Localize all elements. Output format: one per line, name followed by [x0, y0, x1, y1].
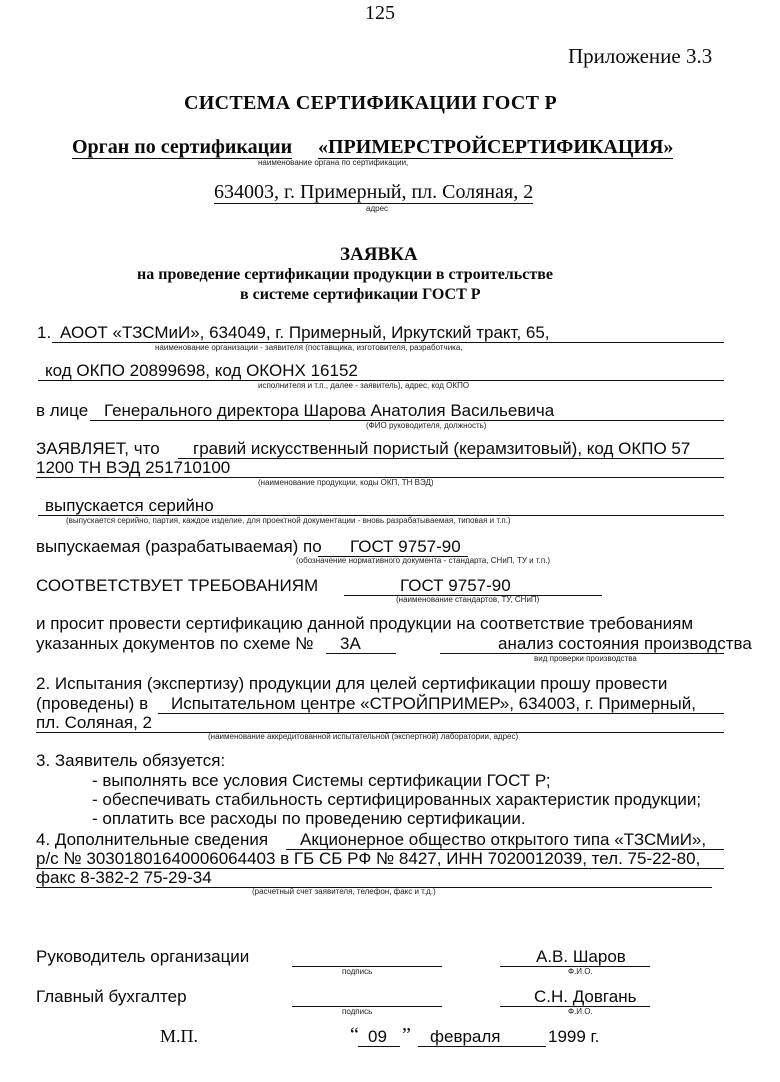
produced-label: выпускаемая (разрабатываемая) по	[36, 537, 322, 556]
testing-center-address: пл. Соляная, 2	[36, 713, 153, 732]
quote-open: “	[350, 1024, 359, 1046]
director-name: А.В. Шаров	[536, 947, 626, 966]
application-subtitle-1: на проведение сертификации продукции в строительстве	[137, 266, 553, 283]
product-description-2: 1200 ТН ВЭД 251710100	[36, 458, 231, 477]
scheme-number: 3А	[340, 634, 361, 653]
additional-info-label: 4. Дополнительные сведения	[36, 830, 269, 849]
conforms-label: СООТВЕТСТВУЕТ ТРЕБОВАНИЯМ	[36, 576, 319, 595]
testing-caption: (наименование аккредитованной испытательной (экспертной) лаборатории, адрес)	[208, 732, 519, 741]
serial-production: выпускается серийно	[45, 496, 214, 515]
product-caption: (наименование продукции, коды ОКП, ТН ВЭД)	[258, 478, 434, 487]
director-fio-caption: Ф.И.О.	[568, 967, 593, 976]
scheme-underline	[326, 653, 396, 654]
declares-label: ЗАЯВЛЯЕТ, что	[36, 439, 160, 458]
applicant-caption-1: наименование организации - заявителя (поставщика, изготовителя, разработчика,	[155, 343, 463, 352]
obligations-title: 3. Заявитель обязуется:	[36, 751, 226, 770]
request-line-2-label: указанных документов по схеме №	[36, 634, 314, 653]
day-underline	[358, 1046, 400, 1047]
stamp-place: М.П.	[160, 1026, 199, 1046]
testing-center: Испытательном центре «СТРОЙПРИМЕР», 634003, г. Примерный,	[171, 694, 696, 713]
date-day: 09	[368, 1027, 387, 1046]
obligation-item-3: - оплатить все расходы по проведению сертификации.	[92, 809, 526, 828]
face-label: в лице	[36, 401, 89, 420]
obligation-item-2: - обеспечивать стабильность сертифицированных характеристик продукции;	[92, 790, 702, 809]
system-title: СИСТЕМА СЕРТИФИКАЦИИ ГОСТ Р	[184, 92, 558, 114]
application-subtitle-2: в системе сертификации ГОСТ Р	[240, 286, 481, 303]
organ-label: Орган по сертификации	[72, 136, 293, 158]
item1-number: 1.	[37, 323, 52, 342]
applicant-name-address: АООТ «ТЗСМиИ», 634049, г. Примерный, Иркутский тракт, 65,	[60, 323, 550, 342]
testing-line-2-label: (проведены) в	[36, 694, 149, 713]
date-year: 1999 г.	[548, 1027, 600, 1046]
application-title: ЗАЯВКА	[340, 244, 418, 265]
address-caption: адрес	[366, 204, 389, 213]
obligation-item-1: - выполнять все условия Системы сертификации ГОСТ Р;	[92, 771, 551, 790]
date-month: февраля	[430, 1027, 501, 1046]
product-underline-1	[178, 458, 724, 459]
accountant-fio-caption: Ф.И.О.	[568, 1007, 593, 1016]
quote-close: ”	[402, 1024, 411, 1046]
produced-standard: ГОСТ 9757-90	[350, 537, 461, 556]
accountant-label: Главный бухгалтер	[36, 987, 187, 1006]
request-line-1: и просит провести сертификацию данной продукции на соответствие требованиям	[36, 614, 694, 633]
fax-number: факс 8-382-2 75-29-34	[36, 868, 212, 887]
conforms-caption: (наименование стандартов, ТУ, СНиП)	[396, 595, 540, 604]
organ-name: «ПРИМЕРСТРОЙСЕРТИФИКАЦИЯ»	[318, 136, 674, 158]
director-position-name: Генерального директора Шарова Анатолия Васильевича	[104, 401, 555, 420]
director-sign-caption: подпись	[342, 967, 373, 976]
production-analysis: анализ состояния производства	[498, 634, 752, 653]
appendix-label: Приложение 3.3	[568, 44, 713, 68]
accountant-sign-caption: подпись	[342, 1007, 373, 1016]
applicant-codes: код ОКПО 20899698, код ОКОНХ 16152	[45, 361, 358, 380]
additional-caption: (расчетный счет заявителя, телефон, факс и т.д.)	[252, 887, 436, 896]
additional-info-line-1: Акционерное общество открытого типа «ТЗСМиИ»,	[300, 830, 707, 849]
testing-line-1: 2. Испытания (экспертизу) продукции для целей сертификации прошу провести	[36, 674, 668, 693]
applicant-caption-2: исполнителя и т.п., далее - заявитель), адрес, код ОКПО	[258, 381, 470, 390]
product-description-1: гравий искусственный пористый (керамзитовый), код ОКПО 57	[193, 439, 691, 458]
director-label: Руководитель организации	[36, 947, 250, 966]
page-number: 125	[365, 2, 395, 24]
testing-underline-1	[158, 713, 724, 714]
month-underline	[418, 1046, 546, 1047]
accountant-name: С.Н. Довгань	[534, 987, 637, 1006]
conforms-standard: ГОСТ 9757-90	[400, 576, 511, 595]
produced-caption: (обозначение нормативного документа - стандарта, СНиП, ТУ и т.п.)	[296, 556, 551, 565]
serial-caption: (выпускается серийно, партия, каждое изделие, для проектной документации - вновь разрабатываемая, типовая и т.п.)	[66, 516, 511, 525]
organ-address: 634003, г. Примерный, пл. Соляная, 2	[214, 181, 534, 203]
face-caption: (ФИО руководителя, должность)	[366, 421, 487, 430]
analysis-caption: вид проверки производства	[534, 654, 637, 663]
organ-caption: наименование органа по сертификации,	[258, 158, 409, 167]
bank-account-details: р/с № 30301801640006064403 в ГБ СБ РФ № 8427, ИНН 7020012039, тел. 75-22-80,	[36, 849, 701, 868]
